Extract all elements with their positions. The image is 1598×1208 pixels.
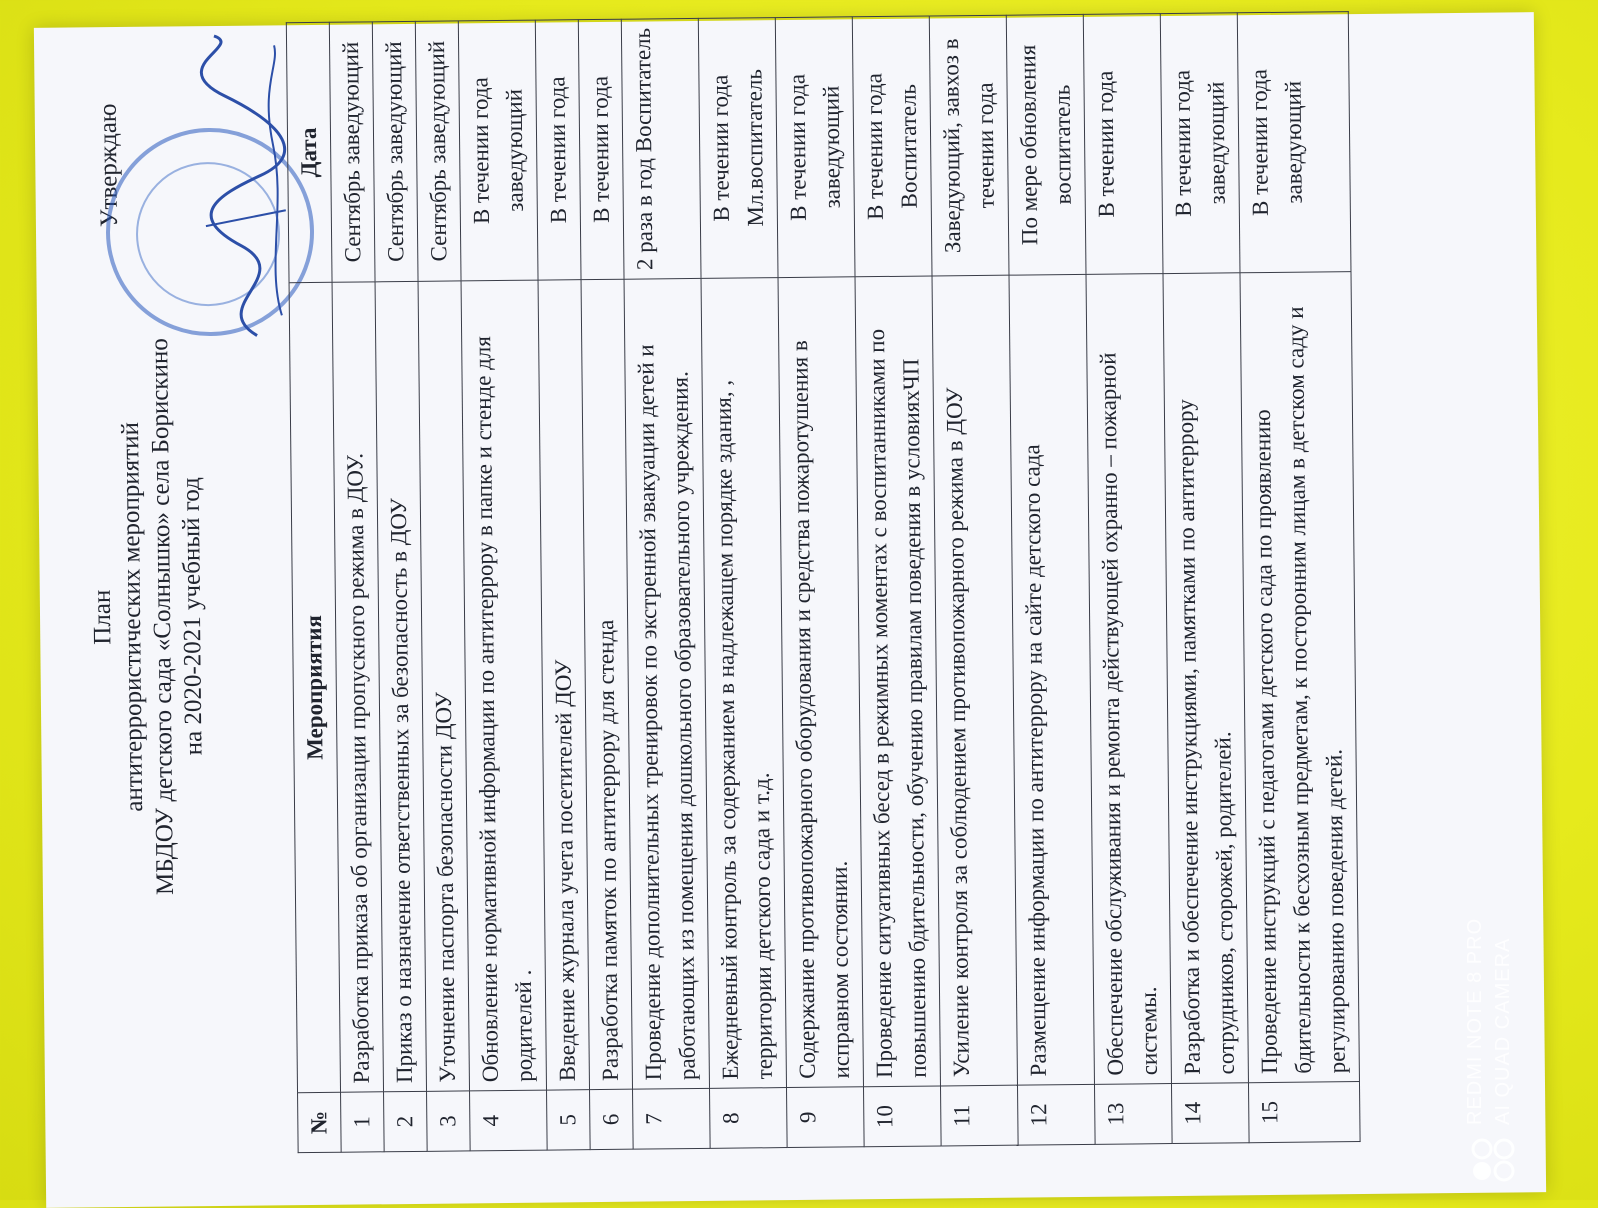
row-date-cell: Сентябрь заведующий bbox=[415, 21, 461, 281]
row-date-cell: В течении года заведующий bbox=[1237, 12, 1351, 273]
row-event-cell: Обновление нормативной информации по антитеррору в папке и стенде для родителей . bbox=[461, 280, 546, 1091]
row-number-cell: 2 bbox=[384, 1091, 428, 1151]
row-event-cell: Проведение инструкций с педагогами детского сада по проявлению бдительности к бесхозным предметам, к посторонним лицам в детском саду и регулированию поведения детей. bbox=[1240, 272, 1359, 1083]
row-event-cell: Усиление контроля за соблюдением противопожарного режима в ДОУ bbox=[932, 275, 1017, 1086]
row-number-cell: 3 bbox=[427, 1091, 471, 1151]
table-row bbox=[1237, 12, 1360, 1143]
row-number-cell: 8 bbox=[710, 1088, 788, 1149]
column-header-event: Мероприятия bbox=[289, 282, 340, 1092]
row-number-cell: 14 bbox=[1171, 1083, 1249, 1144]
row-date-cell: В течении года заведующий bbox=[458, 20, 538, 281]
doc-subtitle: антитеррористических мероприятий bbox=[116, 421, 149, 812]
column-header-date: Дата bbox=[286, 22, 332, 282]
row-number-cell: 6 bbox=[590, 1089, 634, 1149]
row-date-cell: В течении года заведующий bbox=[1160, 13, 1240, 274]
approve-label: Утверждаю bbox=[94, 103, 123, 228]
row-number-cell: 11 bbox=[940, 1085, 1018, 1146]
table-row bbox=[698, 18, 787, 1149]
row-number-cell: 7 bbox=[633, 1088, 711, 1149]
row-date-cell: Заведующий, завхоз в течении года bbox=[929, 15, 1009, 276]
row-event-cell: Разработка и обеспечение инструкциями, памятками по антитеррору сотрудников, сторожей, родителей. bbox=[1163, 273, 1248, 1084]
row-number-cell: 10 bbox=[863, 1086, 941, 1147]
row-event-cell: Проведение ситуативных бесед в режимных моментах с воспитанниками по повышению бдительности, обучению правилам поведения в условияхЧП bbox=[855, 276, 940, 1087]
plan-table bbox=[286, 11, 1361, 1153]
row-date-cell: В течении года заведующий bbox=[775, 17, 855, 278]
row-date-cell: В течении года Мл.воспитатель bbox=[698, 18, 778, 279]
row-date-cell: В течении года Воспитатель bbox=[852, 16, 932, 277]
row-date-cell: 2 раза в год Воспитатель bbox=[621, 18, 701, 279]
document-header bbox=[34, 25, 286, 1207]
row-number-cell: 1 bbox=[341, 1092, 385, 1152]
row-event-cell: Проведение дополнительных тренировок по экстренной эвакуации детей и работающих из помещения дошкольного образовательного учреждения. bbox=[624, 278, 709, 1089]
row-number-cell: 15 bbox=[1248, 1082, 1360, 1143]
row-event-cell: Уточнение паспорта безопасности ДОУ bbox=[418, 281, 469, 1091]
row-date-cell: По мере обновления воспитатель bbox=[1006, 14, 1086, 275]
row-date-cell: Сентябрь заведующий bbox=[372, 21, 418, 281]
row-event-cell: Разработка памяток по антитеррору для стенда bbox=[581, 279, 632, 1089]
camera-logo-icon bbox=[1468, 1135, 1518, 1185]
row-number-cell: 9 bbox=[787, 1087, 865, 1148]
table-row bbox=[929, 15, 1018, 1146]
camera-watermark bbox=[1440, 917, 1580, 1185]
row-event-cell: Разработка приказа об организации пропускного режима в ДОУ. bbox=[332, 282, 383, 1092]
table-row bbox=[458, 20, 547, 1151]
row-event-cell: Ежедневный контроль за содержанием в надлежащем порядке здания, , территории детского сада и т.д. bbox=[701, 278, 786, 1089]
table-row bbox=[1160, 13, 1249, 1144]
row-number-cell: 4 bbox=[470, 1090, 548, 1151]
table-row bbox=[1083, 14, 1172, 1145]
row-event-cell: Введение журнала учета посетителей ДОУ bbox=[538, 280, 589, 1090]
row-event-cell: Содержание противопожарного оборудования и средства пожаротушения в исправном состоянии. bbox=[778, 277, 863, 1088]
row-number-cell: 13 bbox=[1094, 1084, 1172, 1145]
row-date-cell: В течении года bbox=[1083, 14, 1163, 275]
watermark-device: REDMI NOTE 8 PRO bbox=[1464, 917, 1486, 1125]
row-date-cell: В течении года bbox=[535, 20, 581, 280]
table-row bbox=[852, 16, 941, 1147]
row-event-cell: Размещение информации по антитеррору на сайте детского сада bbox=[1009, 274, 1094, 1085]
doc-title: План bbox=[88, 589, 117, 645]
paper-sheet bbox=[34, 12, 1546, 1208]
document-content bbox=[34, 12, 1546, 1208]
column-header-number: № bbox=[298, 1092, 342, 1152]
table-row bbox=[1006, 14, 1095, 1145]
table-body bbox=[329, 12, 1360, 1153]
row-event-cell: Обеспечение обслуживания и ремонта действующей охранно – пожарной системы. bbox=[1086, 274, 1171, 1085]
table-row bbox=[621, 18, 710, 1149]
row-event-cell: Приказ о назначение ответственных за безопасность в ДОУ bbox=[375, 281, 426, 1091]
row-number-cell: 12 bbox=[1017, 1084, 1095, 1145]
watermark-inner bbox=[1440, 917, 1580, 1185]
row-date-cell: Сентябрь заведующий bbox=[329, 22, 375, 282]
row-number-cell: 5 bbox=[547, 1090, 591, 1150]
doc-year: на 2020-2021 учебный год bbox=[177, 477, 208, 756]
row-date-cell: В течении года bbox=[578, 19, 624, 279]
doc-organization: МБДОУ детского сада «Солнышко» села Борискино bbox=[146, 338, 179, 896]
watermark-camera: AI QUAD CAMERA bbox=[1492, 937, 1514, 1125]
table-row bbox=[775, 17, 864, 1148]
